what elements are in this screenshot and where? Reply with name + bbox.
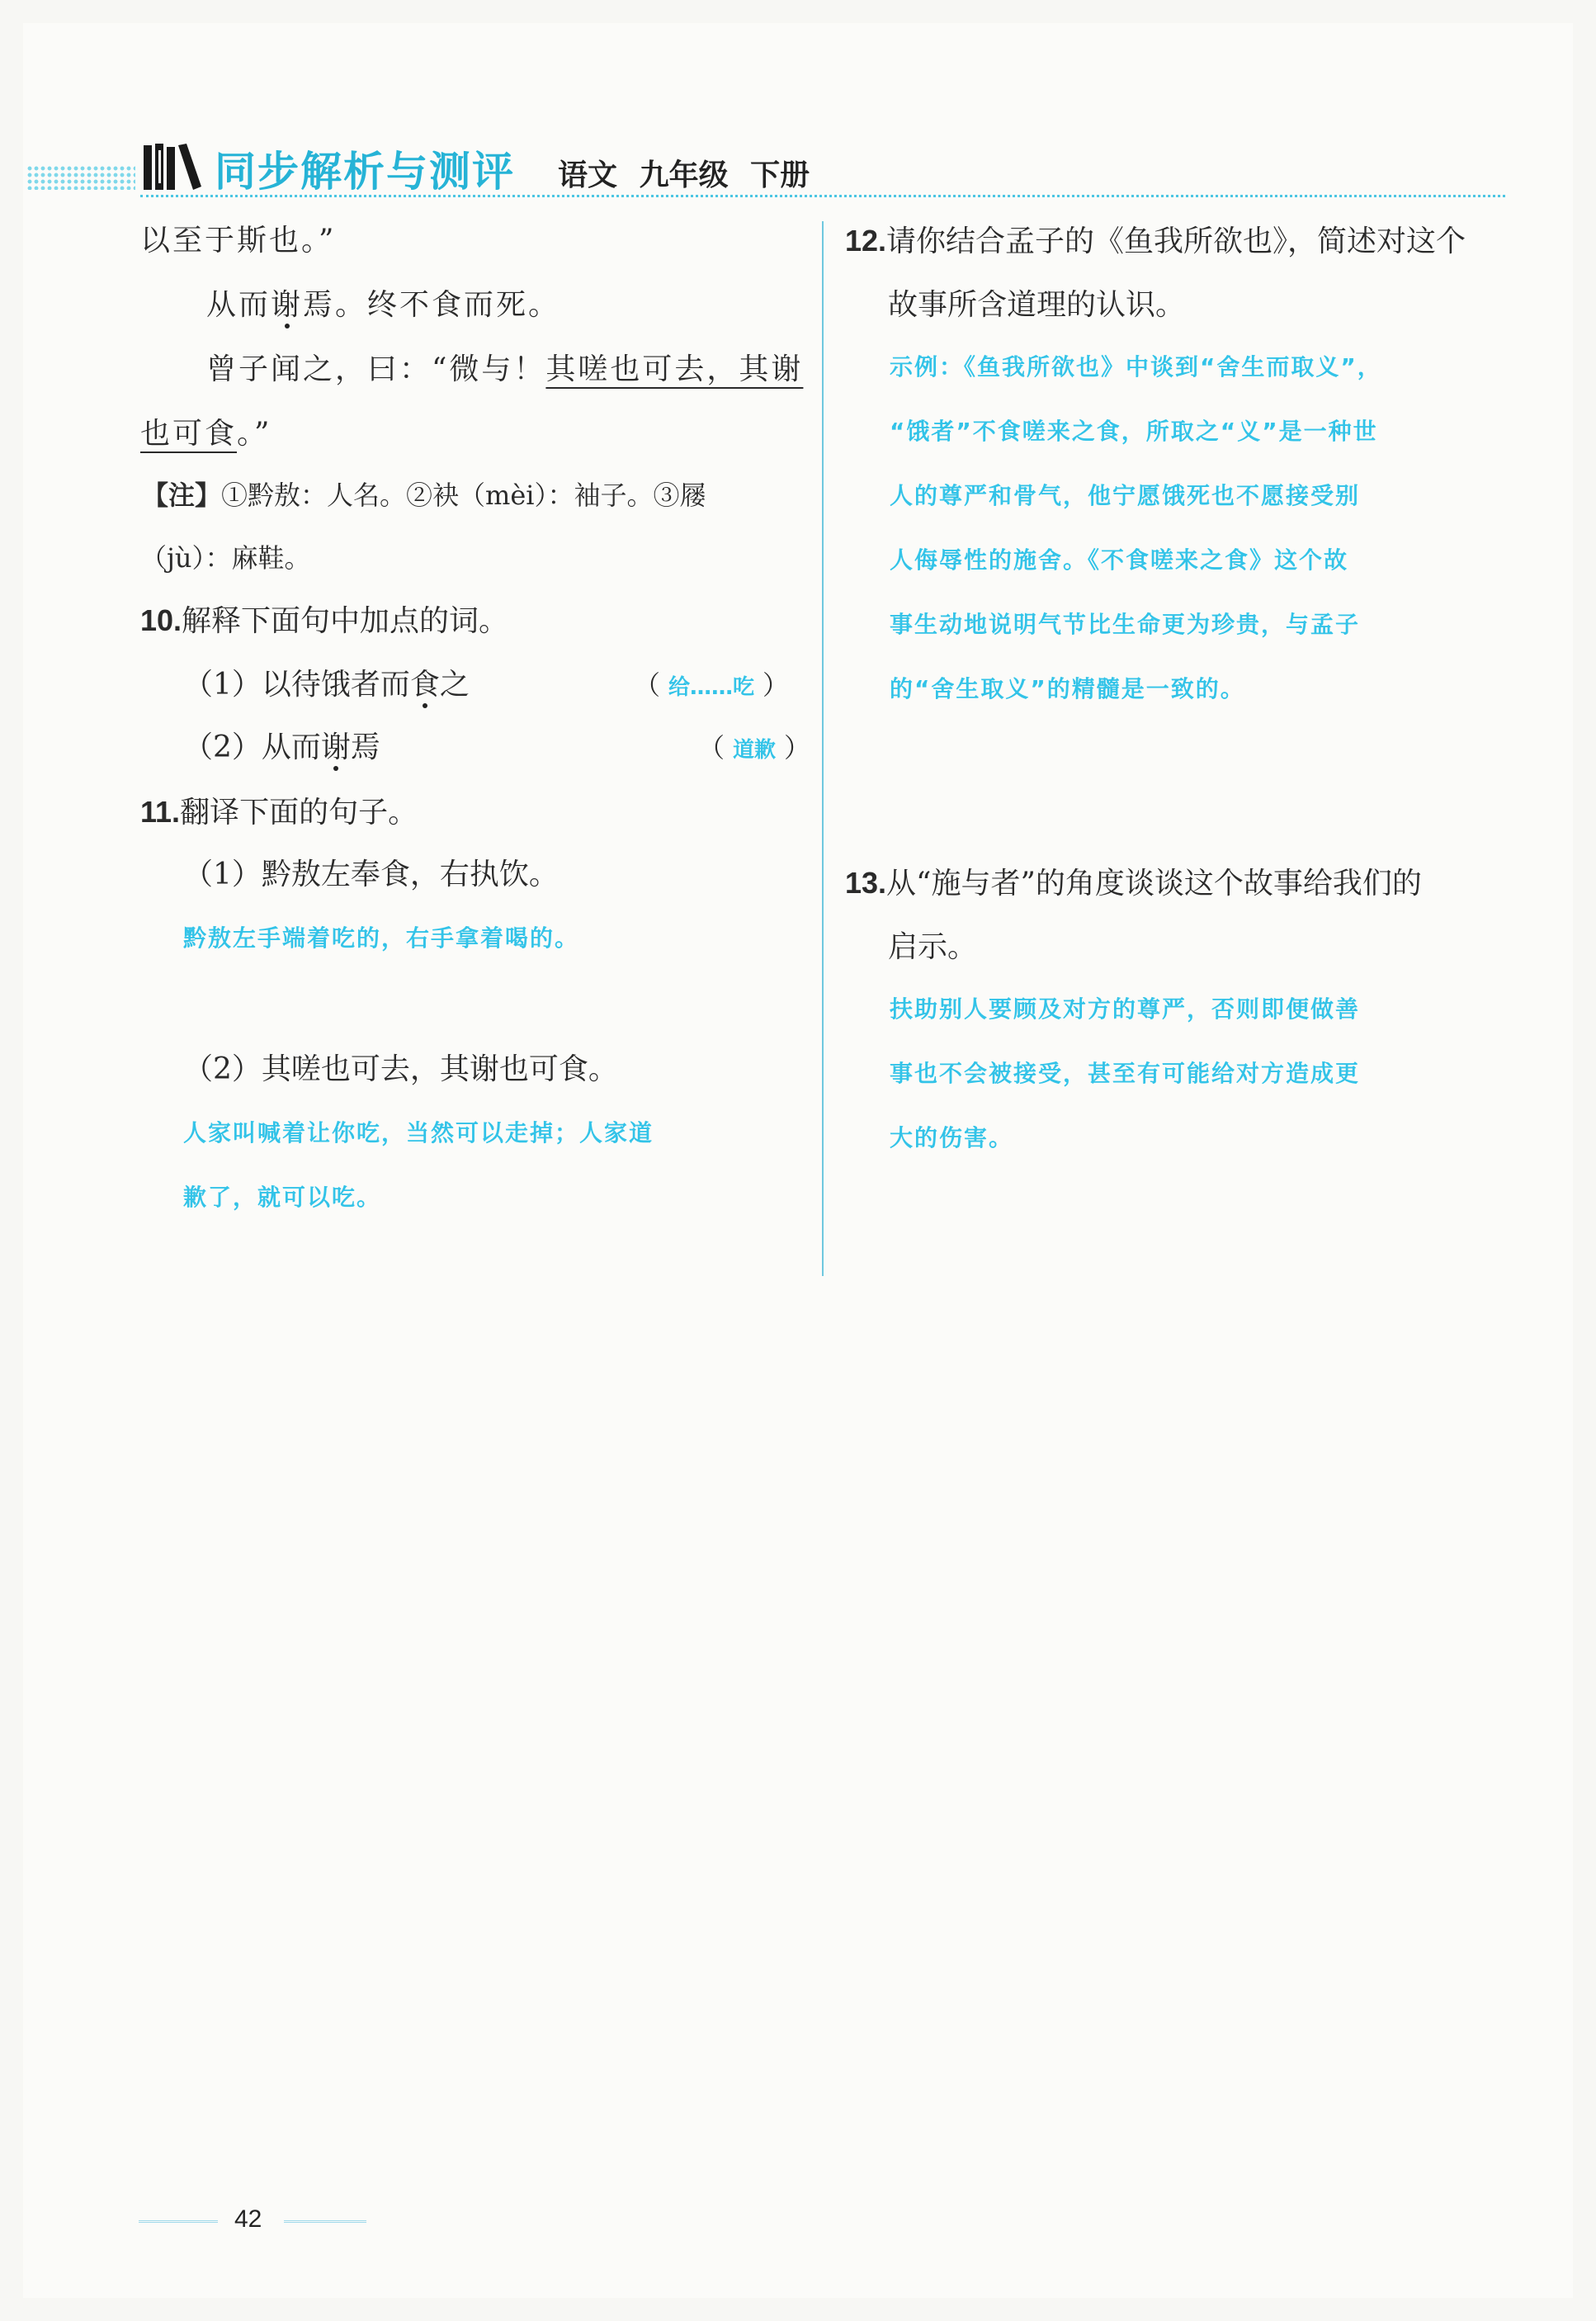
dotted-char: 食 bbox=[409, 668, 440, 702]
question-number: 12. bbox=[845, 224, 887, 258]
header-divider bbox=[140, 195, 1505, 197]
q13-prompt-line-2: 启示。 bbox=[888, 930, 978, 964]
underlined-sentence: 其嗟也可去，其谢 bbox=[545, 352, 804, 386]
note-line-2: （jù）：麻鞋。 bbox=[140, 542, 311, 574]
column-divider bbox=[822, 221, 824, 1276]
q12-answer-line-2: “饿者”不食嗟来之食，所取之“义”是一种世 bbox=[890, 418, 1378, 445]
dotted-char: 谢 bbox=[271, 288, 304, 322]
question-number: 13. bbox=[845, 866, 887, 900]
q12-answer-line-1: 示例：《鱼我所欲也》中谈到“舍生而取义”， bbox=[890, 353, 1382, 381]
q12-answer-line-3: 人的尊严和骨气，他宁愿饿死也不愿接受别 bbox=[890, 482, 1361, 509]
passage-text: 曾子闻之，曰：“微与！ bbox=[206, 352, 546, 386]
q10-item-1 bbox=[183, 652, 470, 718]
q13-answer-line-2: 事也不会被接受，甚至有可能给对方造成更 bbox=[890, 1060, 1361, 1087]
q12-answer-line-6: 的“舍生取义”的精髓是一致的。 bbox=[890, 675, 1245, 702]
question-number: 11. bbox=[140, 795, 181, 829]
item-text: 之 bbox=[439, 668, 470, 702]
passage-line-2 bbox=[206, 272, 560, 338]
q11-answer-2-line-1: 人家叫喊着让你吃，当然可以走掉；人家道 bbox=[183, 1119, 654, 1146]
q11-answer-1: 黔敖左手端着吃的，右手拿着喝的。 bbox=[183, 924, 580, 952]
q10-answer-1: （ 给……吃 ） bbox=[634, 669, 790, 701]
footer-rule-right bbox=[284, 2220, 366, 2223]
answer-text: 道歉 bbox=[733, 738, 777, 763]
q11-item-2: （2）其嗟也可去，其谢也可食。 bbox=[183, 1052, 618, 1086]
question-prompt: 从“施与者”的角度谈谈这个故事给我们的 bbox=[886, 867, 1422, 901]
note-line-1 bbox=[142, 462, 706, 528]
books-logo-icon bbox=[142, 140, 205, 191]
subject: 语文 bbox=[558, 158, 618, 192]
underlined-sentence: 也可食 bbox=[140, 417, 238, 451]
header-dot-pattern bbox=[26, 165, 135, 190]
question-prompt: 翻译下面的句子。 bbox=[180, 796, 418, 830]
question-11 bbox=[140, 779, 418, 846]
passage-text: 从而 bbox=[206, 288, 272, 322]
volume: 下册 bbox=[750, 158, 810, 192]
q12-prompt-line-2: 故事所含道理的认识。 bbox=[888, 288, 1186, 322]
item-text: 焉 bbox=[350, 730, 380, 764]
book-series-title: 同步解析与测评 bbox=[215, 148, 515, 196]
q13-answer-line-1: 扶助别人要顾及对方的尊严，否则即便做善 bbox=[890, 995, 1361, 1023]
grade: 九年级 bbox=[639, 158, 729, 192]
item-text: （2）从而 bbox=[183, 730, 321, 764]
question-12 bbox=[845, 208, 1466, 275]
passage-text: 焉。终不食而死。 bbox=[303, 288, 561, 322]
question-number: 10. bbox=[140, 603, 182, 637]
q12-answer-line-4: 人侮辱性的施舍。《不食嗟来之食》这个故 bbox=[890, 546, 1349, 574]
q12-answer-line-5: 事生动地说明气节比生命更为珍贵，与孟子 bbox=[890, 611, 1361, 638]
q10-item-2 bbox=[183, 715, 380, 781]
passage-line-4 bbox=[140, 401, 272, 467]
book-info bbox=[558, 152, 810, 194]
q10-answer-2: （ 道歉 ） bbox=[698, 732, 811, 763]
q11-item-1: （1）黔敖左奉食，右执饮。 bbox=[183, 858, 559, 891]
question-13 bbox=[845, 850, 1422, 917]
question-prompt: 请你结合孟子的《鱼我所欲也》，简述对这个 bbox=[886, 225, 1466, 258]
footer-rule-left bbox=[139, 2220, 218, 2223]
question-prompt: 解释下面句中加点的词。 bbox=[182, 604, 509, 638]
question-10 bbox=[140, 588, 508, 655]
passage-line-1: 以至于斯也。” bbox=[140, 224, 337, 258]
q13-answer-line-3: 大的伤害。 bbox=[890, 1124, 1014, 1151]
note-label: 【注】 bbox=[142, 480, 222, 511]
q11-answer-2-line-2: 歉了，就可以吃。 bbox=[183, 1184, 382, 1211]
answer-text: 给……吃 bbox=[668, 675, 755, 700]
passage-text: 。” bbox=[237, 417, 272, 451]
dotted-char: 谢 bbox=[320, 730, 351, 764]
item-text: （1）以待饿者而 bbox=[183, 668, 410, 702]
note-text: ①黔敖：人名。②袂（mèi）：袖子。③屦 bbox=[221, 480, 706, 511]
page-number: 42 bbox=[234, 2205, 262, 2233]
passage-line-3 bbox=[206, 337, 803, 403]
